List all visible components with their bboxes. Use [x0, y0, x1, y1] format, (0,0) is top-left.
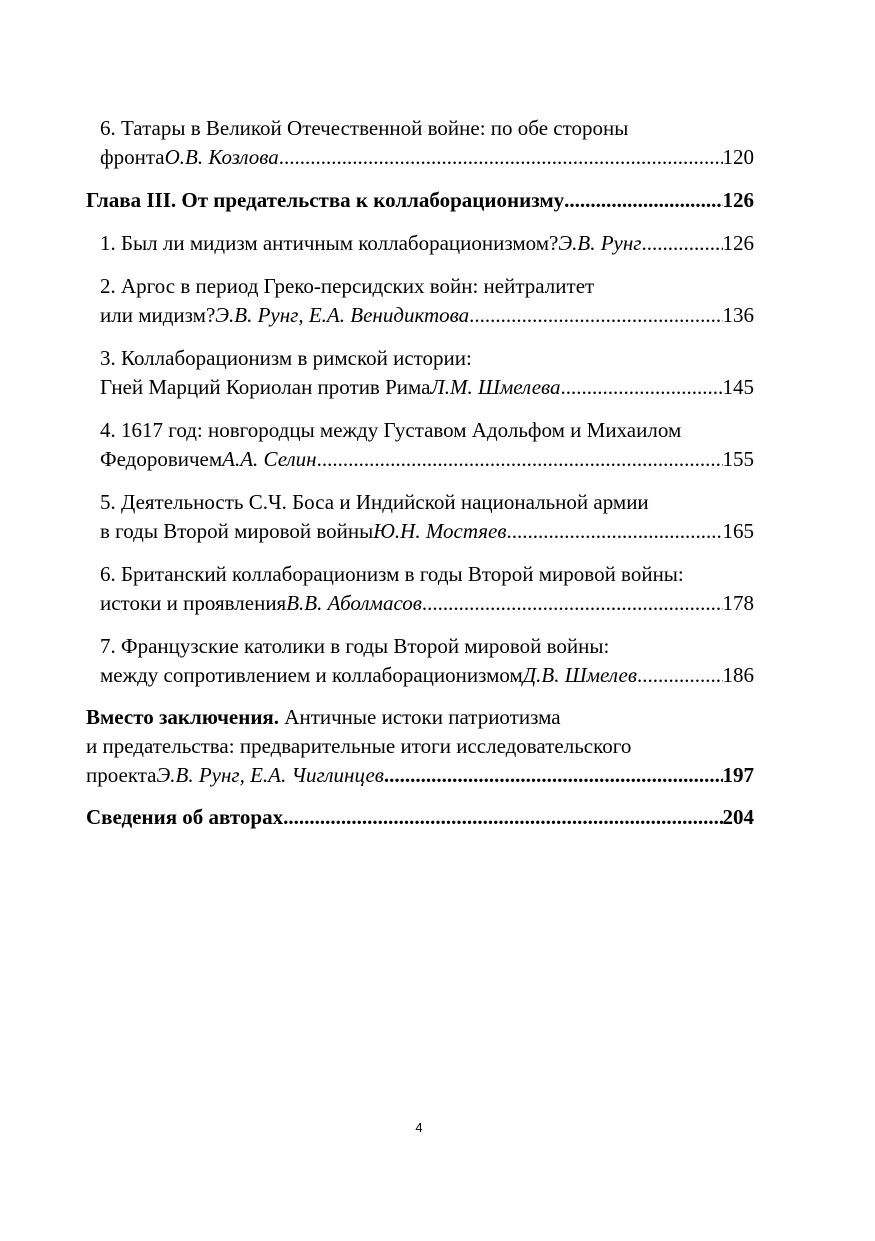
dot-leader: [564, 186, 722, 215]
toc-entry-page: 145: [722, 375, 754, 399]
dot-leader: [637, 661, 723, 690]
toc-entry-title-line: и предательства: предварительные итоги исследовательского: [86, 734, 632, 758]
toc-entry-title-cont: Гней Марций Кориолан против Рима: [100, 375, 431, 399]
toc-entry-last-line: [86, 803, 754, 832]
table-of-contents: [86, 114, 754, 832]
dot-leader: [317, 445, 723, 474]
toc-entry-page: 120: [722, 145, 754, 169]
toc-chapter-title: Глава III. От предательства к коллаборационизму: [86, 188, 565, 212]
toc-conclusion-heading: Вместо заключения.: [86, 705, 280, 729]
toc-entry-author: Э.В. Рунг: [558, 231, 642, 255]
toc-entry-page: 165: [722, 519, 754, 543]
toc-entry-last-line: [100, 661, 754, 690]
toc-entry-page: 126: [722, 231, 754, 255]
toc-conclusion[interactable]: [86, 703, 754, 790]
toc-entry-title-line: 4. 1617 год: новгородцы между Густавом Адольфом и Михаилом: [100, 418, 682, 442]
toc-entry-title-cont: проекта: [86, 763, 157, 787]
toc-authors-info[interactable]: [86, 803, 754, 832]
toc-entry-author: Ю.Н. Мостяев: [373, 519, 507, 543]
dot-leader: [561, 373, 723, 402]
toc-entry-title-line: 5. Деятельность С.Ч. Боса и Индийской национальной армии: [100, 490, 649, 514]
toc-entry-author: Э.В. Рунг, Е.А. Венидиктова: [215, 303, 470, 327]
toc-entry-last-line: [100, 229, 754, 258]
toc-entry-medism[interactable]: [86, 229, 754, 258]
toc-entry-last-line: [100, 301, 754, 330]
toc-entry-tatars[interactable]: [86, 114, 754, 172]
toc-entry-page: 155: [722, 447, 754, 471]
dot-leader: [283, 803, 722, 832]
toc-entry-last-line: [86, 761, 754, 790]
toc-entry-author: А.А. Селин: [222, 447, 317, 471]
toc-entry-author: Э.В. Рунг, Е.А. Чиглинцев: [156, 763, 384, 787]
dot-leader: [384, 761, 723, 790]
toc-entry-page: 178: [722, 591, 754, 615]
dot-leader: [506, 517, 722, 546]
toc-entry-page: 126: [722, 188, 754, 212]
toc-entry-title-cont: Федоровичем: [100, 447, 223, 471]
toc-entry-page: 204: [722, 805, 754, 829]
toc-entry-title-line: 7. Французские католики в годы Второй мировой войны:: [100, 634, 610, 658]
toc-entry-last-line: [86, 186, 754, 215]
toc-conclusion-title: Античные истоки патриотизма: [279, 705, 561, 729]
toc-entry-last-line: [100, 445, 754, 474]
toc-entry-page: 136: [722, 303, 754, 327]
toc-entry-title-line: 2. Аргос в период Греко-персидских войн: нейтралитет: [100, 274, 595, 298]
toc-entry-author: Л.М. Шмелева: [430, 375, 561, 399]
toc-entry-title-line: [86, 703, 754, 732]
toc-entry-title-cont: фронта: [100, 145, 165, 169]
toc-entry-bose[interactable]: [86, 488, 754, 546]
toc-entry-title: 1. Был ли мидизм античным коллаборационизмом?: [100, 231, 559, 255]
toc-entry-title-cont: в годы Второй мировой войны: [100, 519, 374, 543]
toc-entry-author: В.В. Аболмасов: [286, 591, 422, 615]
dot-leader: [641, 229, 722, 258]
dot-leader: [469, 301, 722, 330]
toc-entry-page: 186: [722, 663, 754, 687]
toc-authors-title: Сведения об авторах: [86, 805, 284, 829]
toc-entry-title-cont: истоки и проявления: [100, 591, 287, 615]
page-number: 4: [415, 1120, 423, 1135]
toc-entry-novgorod[interactable]: [86, 416, 754, 474]
toc-entry-last-line: [100, 517, 754, 546]
dot-leader: [422, 589, 723, 618]
toc-entry-french-catholics[interactable]: [86, 632, 754, 690]
toc-entry-last-line: [100, 143, 754, 172]
toc-entry-author: Д.В. Шмелев: [522, 663, 637, 687]
toc-entry-last-line: [100, 589, 754, 618]
toc-entry-argos[interactable]: [86, 272, 754, 330]
toc-entry-british[interactable]: [86, 560, 754, 618]
toc-entry-last-line: [100, 373, 754, 402]
toc-entry-title-line: 3. Коллаборационизм в римской истории:: [100, 346, 472, 370]
toc-entry-page: 197: [722, 763, 754, 787]
toc-entry-author: О.В. Козлова: [164, 145, 279, 169]
toc-chapter-3[interactable]: [86, 186, 754, 215]
toc-entry-title-line: 6. Британский коллаборационизм в годы Второй мировой войны:: [100, 562, 684, 586]
toc-entry-title-cont: или мидизм?: [100, 303, 216, 327]
toc-entry-title-line: 6. Татары в Великой Отечественной войне: по обе стороны: [100, 116, 629, 140]
dot-leader: [279, 143, 723, 172]
toc-entry-title-cont: между сопротивлением и коллаборационизмом: [100, 663, 523, 687]
toc-entry-coriolanus[interactable]: [86, 344, 754, 402]
